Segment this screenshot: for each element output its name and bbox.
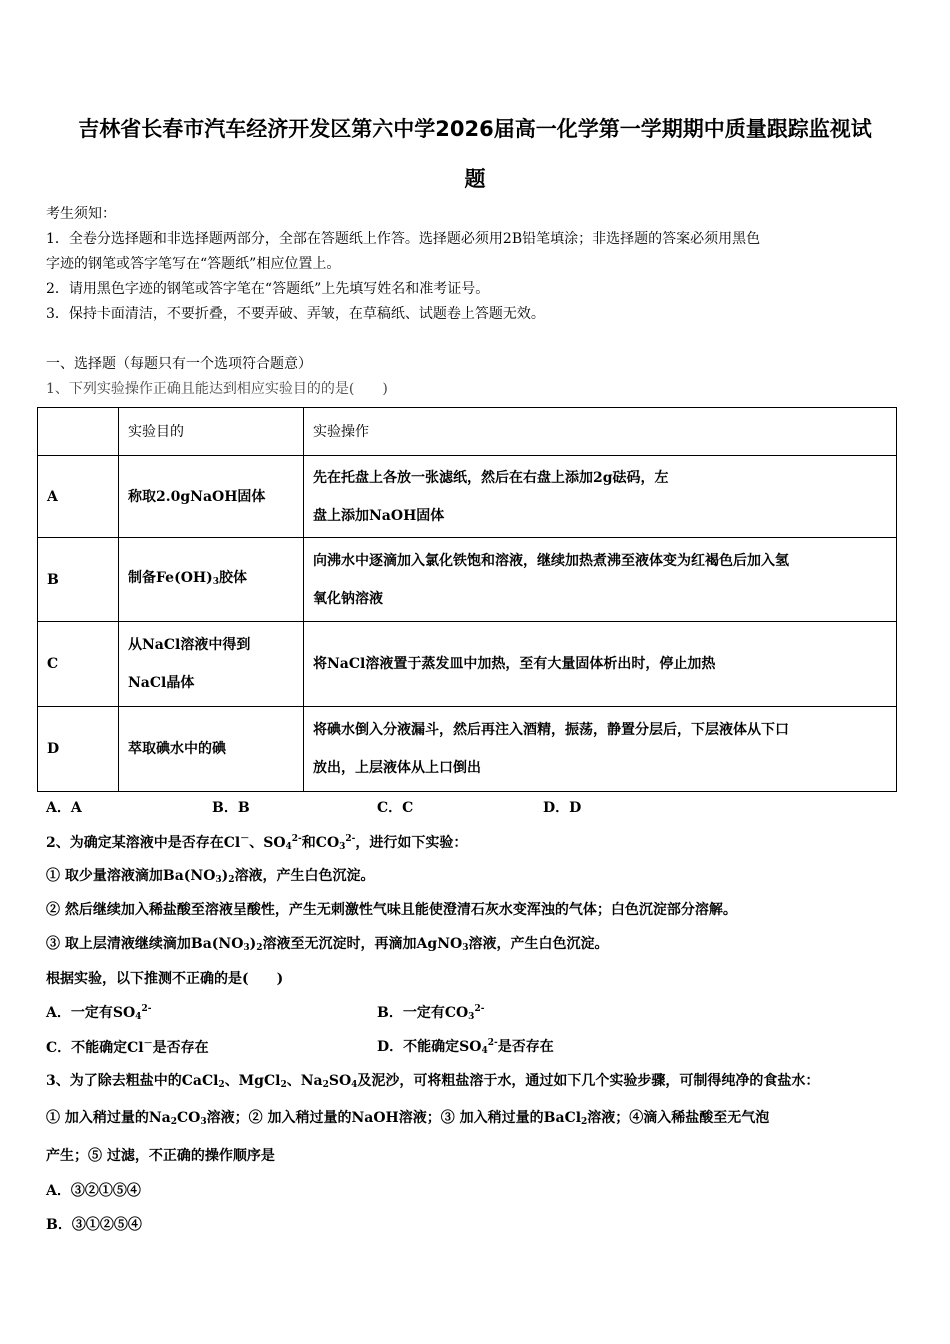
q3-steps: ① 加入稍过量的$Na_2CO_3$溶液；② 加入稍过量的NaOH溶液；③ 加入稍过量的BaCl$_2$溶液；④滴入稀盐酸至无气泡 [46,1110,770,1127]
row-purpose: 称取2.0gNaOH固体 [119,456,304,538]
row-purpose: 萃取碘水中的碘 [119,707,304,792]
row-operation: 先在托盘上各放一张滤纸，然后在右盘上添加2g砝码，左 盘上添加NaOH固体 [304,456,897,538]
page-title: 吉林省长春市汽车经济开发区第六中学2026届高一化学第一学期期中质量跟踪监视试 [78,117,872,141]
header-cell [38,408,119,456]
table-row [38,538,897,622]
row-purpose: 从NaCl溶液中得到 NaCl晶体 [119,622,304,707]
row-operation: 将碘水倒入分液漏斗，然后再注入酒精，振荡，静置分层后，下层液体从下口 放出，上层液体从上口倒出 [304,707,897,792]
row-purpose: 制备$Fe(OH)_3$胶体 [119,538,304,622]
row-operation: 向沸水中逐滴加入氯化铁饱和溶液，继续加热煮沸至液体变为红褐色后加入氢 氧化钠溶液 [304,538,897,622]
q3-stem: 3、为了除去粗盐中的CaCl$_2$、MgCl$_2$、$Na_2SO_4$及泥沙，可将粗盐溶于水，通过如下几个实验步骤，可制得纯净的食盐水： [46,1073,820,1090]
notice-item-1: 1．全卷分选择题和非选择题两部分，全部在答题纸上作答。选择题必须用2B铅笔填涂；非选择题的答案必须用黑色 [46,231,761,247]
page-title-continued: 题 [464,167,486,191]
row-operation: 将NaCl溶液置于蒸发皿中加热，至有大量固体析出时，停止加热 [304,622,897,707]
q3-option-a[interactable]: A．③②①⑤④ [46,1183,141,1199]
notice-item-1-cont: 字迹的钢笔或答字笔写在“答题纸”相应位置上。 [46,256,341,272]
q2-option-d[interactable]: D．不能确定$SO_4^{2-}$是否存在 [377,1038,554,1056]
q2-option-a[interactable]: A．一定有$SO_4^{2-}$ [46,1004,152,1022]
table-header-row [38,408,897,456]
header-cell: 实验操作 [304,408,897,456]
q2-stem: 2、为确定某溶液中是否存在Cl－、$SO_4^{2-}$和$CO_3^{2-}$，进行如下实验： [46,834,468,852]
notice-item-2: 2．请用黑色字迹的钢笔或答字笔在“答题纸”上先填写姓名和准考证号。 [46,281,490,297]
section-heading: 一、选择题（每题只有一个选项符合题意） [46,356,312,372]
row-label: C [38,622,119,707]
q1-option-b[interactable]: B．B [212,800,250,816]
row-label: D [38,707,119,792]
q2-step-2: ② 然后继续加入稀盐酸至溶液呈酸性，产生无刺激性气味且能使澄清石灰水变浑浊的气体；白色沉淀部分溶解。 [46,902,737,918]
table-row [38,622,897,707]
q1-table [37,407,897,792]
q1-option-a[interactable]: A．A [46,800,82,816]
q3-steps-cont: 产生；⑤ 过滤，不正确的操作顺序是 [46,1148,275,1164]
q1-stem: 1、下列实验操作正确且能达到相应实验目的的是( ) [46,381,388,397]
header-cell: 实验目的 [119,408,304,456]
row-label: B [38,538,119,622]
table-row [38,707,897,792]
q2-step-1: ① 取少量溶液滴加$Ba(NO_3)_2$溶液，产生白色沉淀。 [46,868,375,885]
q1-option-d[interactable]: D．D [543,800,582,816]
notice-item-3: 3．保持卡面清洁，不要折叠，不要弄破、弄皱，在草稿纸、试题卷上答题无效。 [46,306,545,322]
q1-option-c[interactable]: C．C [377,800,414,816]
q3-option-b[interactable]: B．③①②⑤④ [46,1217,142,1233]
q2-ask: 根据实验，以下推测不正确的是( ) [46,971,284,987]
q2-step-3: ③ 取上层清液继续滴加$Ba(NO_3)_2$溶液至无沉淀时，再滴加AgNO$_3$溶液，产生白色沉淀。 [46,936,609,953]
q2-option-c[interactable]: C．不能确定Cl－是否存在 [46,1039,209,1056]
q2-option-b[interactable]: B．一定有$CO_3^{2-}$ [377,1004,485,1022]
notice-heading: 考生须知： [46,206,116,222]
table-row [38,456,897,538]
row-label: A [38,456,119,538]
